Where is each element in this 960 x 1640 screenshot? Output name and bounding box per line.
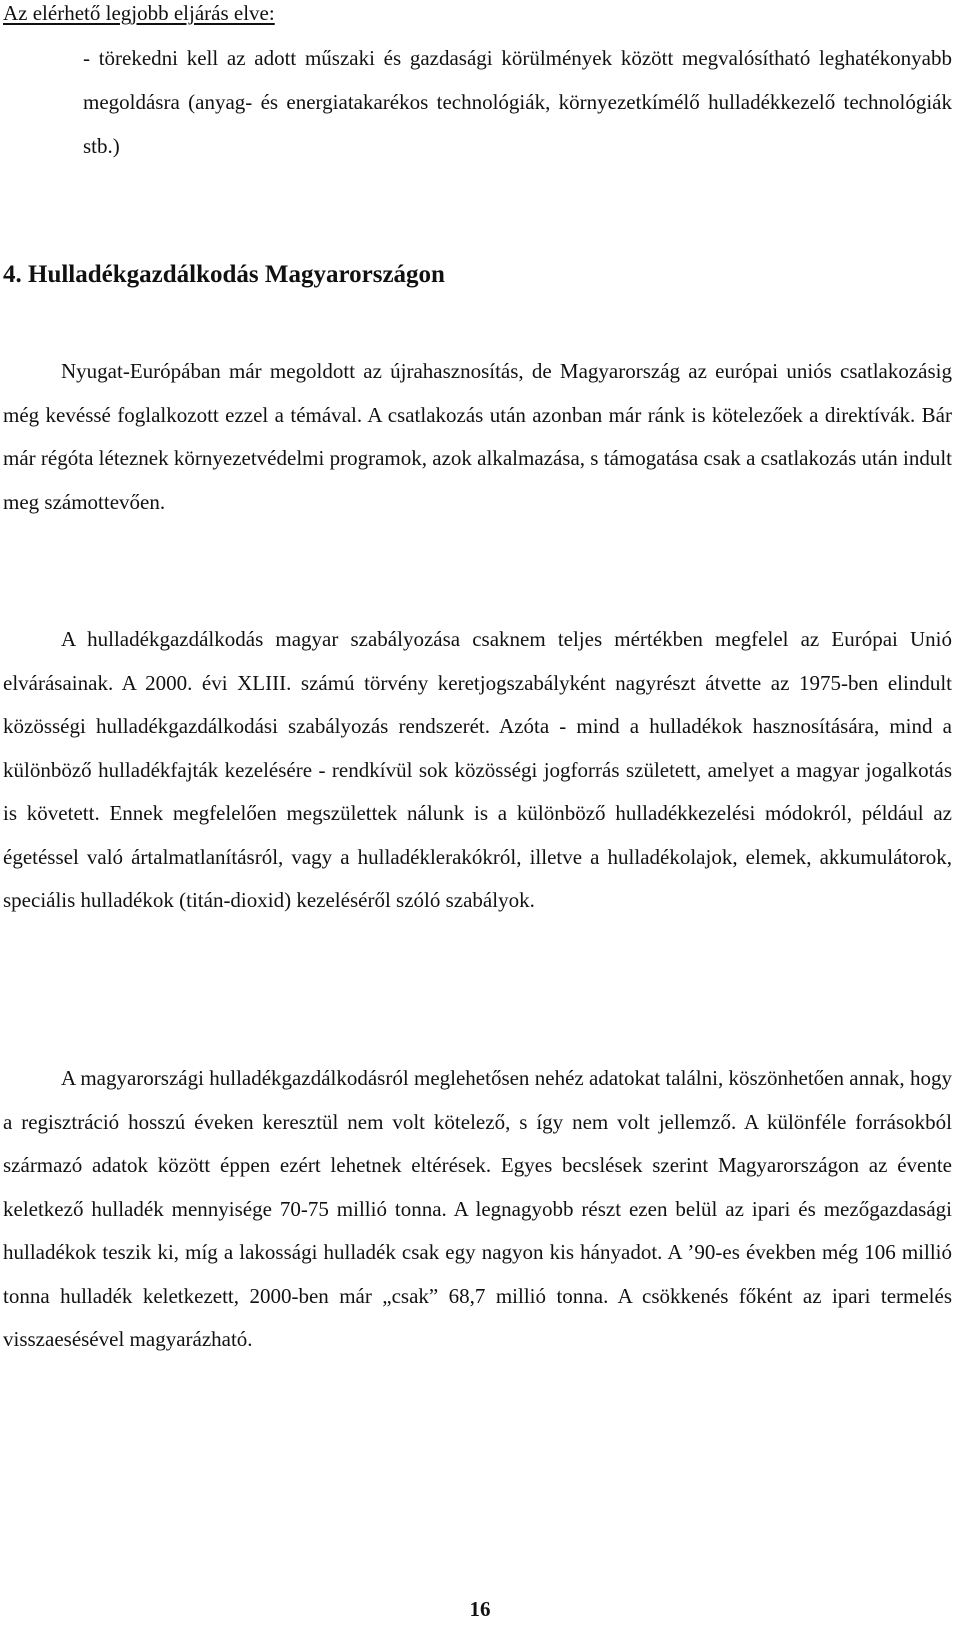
paragraph-eu-recycling: Nyugat-Európában már megoldott az újrahasznosítás, de Magyarország az európai uniós csatlakozásig még kevéssé foglalkozott ezzel a témával. A csatlakozás után azonban már ránk is kötelezőek a direktívák. Bár már régóta léteznek környezetvédelmi programok, azok alkalmazása, s támogatása csak a csatlakozás után indult meg számottevően. — [3, 359, 952, 514]
best-practice-bullet: - törekedni kell az adott műszaki és gazdasági körülmények között megvalósítható leghatékonyabb megoldásra (anyag- és energiatakarékos technológiák, környezetkímélő hulladékkezelő technológiák stb.) — [83, 46, 952, 158]
paragraph-statistics: A magyarországi hulladékgazdálkodásról meglehetősen nehéz adatokat találni, köszönhetően annak, hogy a regisztráció hosszú éveken keresztül nem volt kötelező, s így nem volt jellemző. A különféle forrásokból származó adatok között éppen ezért lehetnek eltérések. Egyes becslések szerint Magyarországon az évente keletkező hulladék mennyisége 70-75 millió tonna. A legnagyobb részt ezen belül az ipari és mezőgazdasági hulladékok teszik ki, míg a lakossági hulladék csak egy nagyon kis hányadot. A ’90-es években még 106 millió tonna hulladék keletkezett, 2000-ben már „csak” 68,7 millió tonna. A csökkenés főként az ipari termelés visszaesésével magyarázható. — [3, 1066, 952, 1351]
paragraph-regulation: A hulladékgazdálkodás magyar szabályozása csaknem teljes mértékben megfelel az Európai Unió elvárásainak. A 2000. évi XLIII. számú törvény keretjogszabályként nagyrészt átvette az 1975-ben elindult közösségi hulladékgazdálkodási szabályozás rendszerét. Azóta - mind a hulladékok hasznosítására, mind a különböző hulladékfajták kezelésére - rendkívül sok közösségi jogforrás született, amelyet a magyar jogalkotás is követett. Ennek megfelelően megszülettek nálunk is a különböző hulladékkezelési módokról, például az égetéssel való ártalmatlanításról, vagy a hulladéklerakókról, illetve a hulladékolajok, elemek, akkumulátorok, speciális hulladékok (titán-dioxid) kezeléséről szóló szabályok. — [3, 627, 952, 912]
page-number: 16 — [469, 1597, 491, 1621]
best-practice-heading: Az elérhető legjobb eljárás elve: — [3, 1, 275, 25]
section-title: 4. Hulladékgazdálkodás Magyarországon — [3, 261, 445, 288]
